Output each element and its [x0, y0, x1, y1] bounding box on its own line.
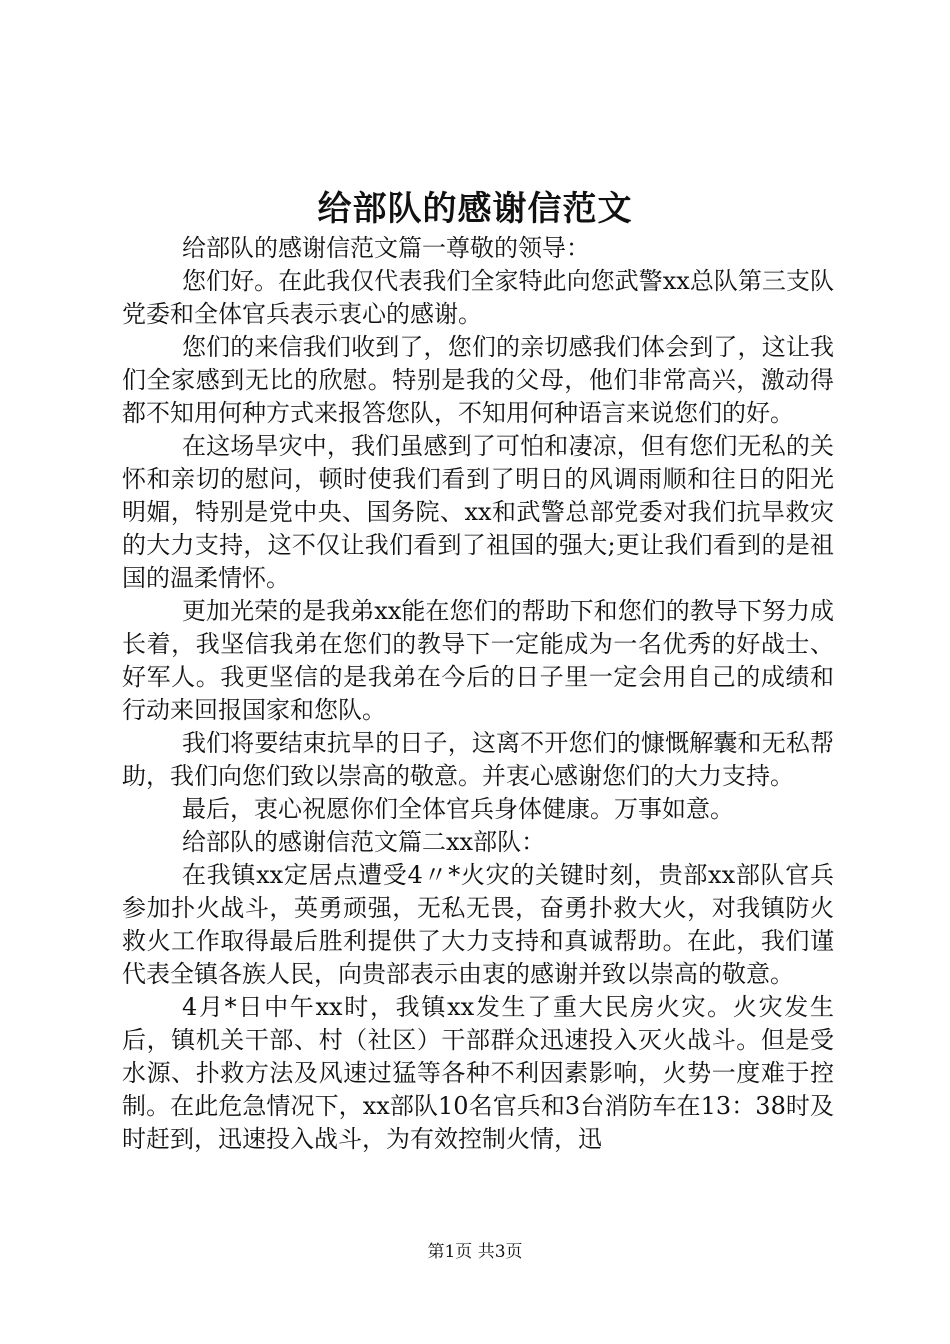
paragraph: 最后，衷心祝愿你们全体官兵身体健康。万事如意。 — [182, 795, 734, 823]
page-footer: 第1页 共3页 — [427, 1242, 523, 1262]
paragraph: 您们好。在此我仅代表我们全家特此向您武警xx总队第三支队党委和全体官兵表示衷心的感谢。 — [122, 267, 834, 328]
paragraph: 4月*日中午xx时，我镇xx发生了重大民房火灾。火灾发生后，镇机关干部、村（社区）干部群众迅速投入灭火战斗。但是受水源、扑救方法及风速过猛等各种不利因素影响，火势一度难于控制。在此危急情况下，xx部队10名官兵和3台消防车在13：38时及时赶到，迅速投入战斗，为有效控制火情，迅 — [122, 993, 834, 1153]
paragraph: 在这场旱灾中，我们虽感到了可怕和凄凉，但有您们无私的关怀和亲切的慰问，顿时使我们看到了明日的风调雨顺和往日的阳光明媚，特别是党中央、国务院、xx和武警总部党委对我们抗旱救灾的大力支持，这不仅让我们看到了祖国的强大;更让我们看到的是祖国的温柔情怀。 — [122, 432, 834, 592]
paragraph: 给部队的感谢信范文篇二xx部队： — [182, 828, 546, 856]
paragraph: 给部队的感谢信范文篇一尊敬的领导： — [182, 234, 590, 262]
paragraph: 我们将要结束抗旱的日子，这离不开您们的慷慨解囊和无私帮助，我们向您们致以崇高的敬意。并衷心感谢您们的大力支持。 — [122, 729, 834, 790]
document-body — [122, 232, 834, 1156]
document-title: 给部队的感谢信范文 — [317, 189, 633, 229]
paragraph: 您们的来信我们收到了，您们的亲切感我们体会到了，这让我们全家感到无比的欣慰。特别是我的父母，他们非常高兴，激动得都不知用何种方式来报答您队，不知用何种语言来说您们的好。 — [122, 333, 834, 427]
paragraph: 在我镇xx定居点遭受4〃*火灾的关键时刻，贵部xx部队官兵参加扑火战斗，英勇顽强，无私无畏，奋勇扑救大火，对我镇防火救火工作取得最后胜利提供了大力支持和真诚帮助。在此，我们谨代表全镇各族人民，向贵部表示由衷的感谢并致以崇高的敬意。 — [122, 861, 834, 988]
paragraph: 更加光荣的是我弟xx能在您们的帮助下和您们的教导下努力成长着，我坚信我弟在您们的教导下一定能成为一名优秀的好战士、好军人。我更坚信的是我弟在今后的日子里一定会用自己的成绩和行动来回报国家和您队。 — [122, 597, 834, 724]
